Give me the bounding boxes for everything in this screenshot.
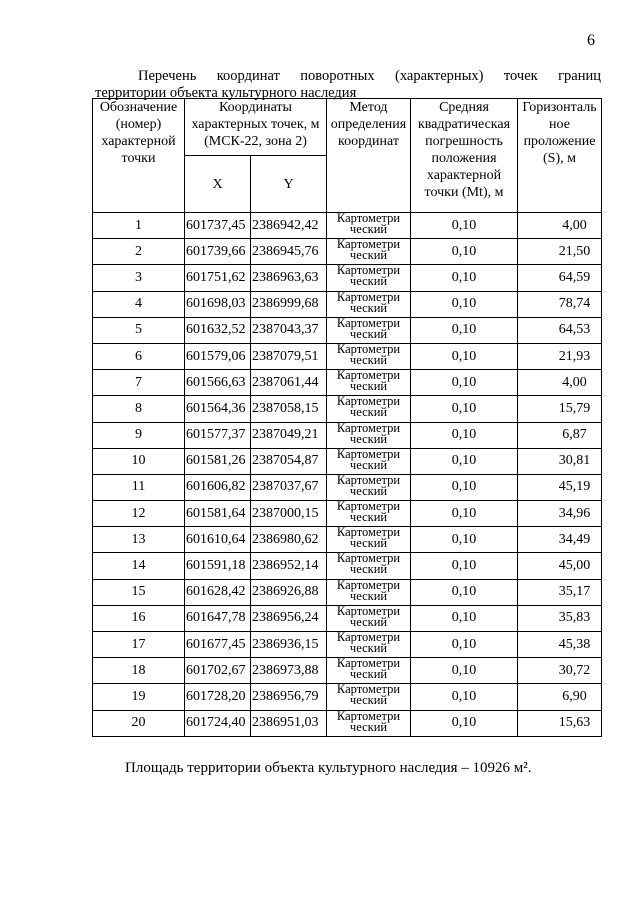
table-row (93, 605, 602, 631)
table-row (93, 239, 602, 265)
error-cell: 0,10 (411, 396, 518, 422)
error-cell: 0,10 (411, 343, 518, 369)
header-y: Y (251, 156, 327, 213)
x-coordinate-cell: 601702,67 (185, 658, 251, 684)
x-coordinate-cell: 601632,52 (185, 317, 251, 343)
header-x: X (185, 156, 251, 213)
method-cell: Картометри ческий (327, 553, 411, 579)
error-cell: 0,10 (411, 239, 518, 265)
method-cell: Картометри ческий (327, 527, 411, 553)
area-statement: Площадь территории объекта культурного наследия – 10926 м². (125, 760, 532, 776)
y-coordinate-cell: 2386956,24 (251, 605, 327, 631)
y-coordinate-cell: 2386980,62 (251, 527, 327, 553)
x-coordinate-cell: 601566,63 (185, 370, 251, 396)
horizontal-distance-cell: 6,90 (518, 684, 602, 710)
horizontal-distance-cell: 35,83 (518, 605, 602, 631)
horizontal-distance-cell: 21,50 (518, 239, 602, 265)
coordinates-table (92, 98, 602, 737)
x-coordinate-cell: 601728,20 (185, 684, 251, 710)
method-cell: Картометри ческий (327, 422, 411, 448)
point-number-cell: 2 (93, 239, 185, 265)
y-coordinate-cell: 2387058,15 (251, 396, 327, 422)
x-coordinate-cell: 601647,78 (185, 605, 251, 631)
point-number-cell: 15 (93, 579, 185, 605)
table-row (93, 265, 602, 291)
x-coordinate-cell: 601564,36 (185, 396, 251, 422)
title-word: Перечень (138, 68, 197, 84)
horizontal-distance-cell: 30,72 (518, 658, 602, 684)
horizontal-distance-cell: 4,00 (518, 213, 602, 239)
title-word: точек (503, 68, 538, 84)
horizontal-distance-cell: 4,00 (518, 370, 602, 396)
error-cell: 0,10 (411, 370, 518, 396)
document-title (95, 68, 601, 102)
method-cell: Картометри ческий (327, 605, 411, 631)
y-coordinate-cell: 2387054,87 (251, 448, 327, 474)
header-designation: Обозначение (номер) характерной точки (93, 99, 185, 213)
table-row (93, 527, 602, 553)
method-cell: Картометри ческий (327, 684, 411, 710)
error-cell: 0,10 (411, 658, 518, 684)
y-coordinate-cell: 2387037,67 (251, 474, 327, 500)
table-row (93, 579, 602, 605)
point-number-cell: 1 (93, 213, 185, 239)
point-number-cell: 19 (93, 684, 185, 710)
header-method: Метод определения координат (327, 99, 411, 213)
error-cell: 0,10 (411, 501, 518, 527)
error-cell: 0,10 (411, 422, 518, 448)
horizontal-distance-cell: 15,63 (518, 710, 602, 736)
table-row (93, 448, 602, 474)
point-number-cell: 16 (93, 605, 185, 631)
y-coordinate-cell: 2386926,88 (251, 579, 327, 605)
x-coordinate-cell: 601628,42 (185, 579, 251, 605)
x-coordinate-cell: 601581,64 (185, 501, 251, 527)
x-coordinate-cell: 601724,40 (185, 710, 251, 736)
y-coordinate-cell: 2387061,44 (251, 370, 327, 396)
y-coordinate-cell: 2386973,88 (251, 658, 327, 684)
point-number-cell: 11 (93, 474, 185, 500)
error-cell: 0,10 (411, 579, 518, 605)
point-number-cell: 8 (93, 396, 185, 422)
point-number-cell: 4 (93, 291, 185, 317)
x-coordinate-cell: 601739,66 (185, 239, 251, 265)
y-coordinate-cell: 2386936,15 (251, 632, 327, 658)
title-line-1 (95, 68, 601, 85)
error-cell: 0,10 (411, 553, 518, 579)
method-cell: Картометри ческий (327, 474, 411, 500)
point-number-cell: 12 (93, 501, 185, 527)
x-coordinate-cell: 601751,62 (185, 265, 251, 291)
method-cell: Картометри ческий (327, 579, 411, 605)
y-coordinate-cell: 2387000,15 (251, 501, 327, 527)
method-cell: Картометри ческий (327, 343, 411, 369)
table-row (93, 396, 602, 422)
horizontal-distance-cell: 34,49 (518, 527, 602, 553)
x-coordinate-cell: 601610,64 (185, 527, 251, 553)
table-row (93, 501, 602, 527)
horizontal-distance-cell: 64,53 (518, 317, 602, 343)
title-word: координат (216, 68, 280, 84)
x-coordinate-cell: 601737,45 (185, 213, 251, 239)
x-coordinate-cell: 601581,26 (185, 448, 251, 474)
point-number-cell: 9 (93, 422, 185, 448)
horizontal-distance-cell: 34,96 (518, 501, 602, 527)
table-row (93, 422, 602, 448)
horizontal-distance-cell: 30,81 (518, 448, 602, 474)
table-row (93, 317, 602, 343)
table-row (93, 370, 602, 396)
error-cell: 0,10 (411, 605, 518, 631)
point-number-cell: 7 (93, 370, 185, 396)
error-cell: 0,10 (411, 710, 518, 736)
x-coordinate-cell: 601606,82 (185, 474, 251, 500)
table-row (93, 710, 602, 736)
method-cell: Картометри ческий (327, 658, 411, 684)
point-number-cell: 17 (93, 632, 185, 658)
horizontal-distance-cell: 45,19 (518, 474, 602, 500)
point-number-cell: 10 (93, 448, 185, 474)
horizontal-distance-cell: 78,74 (518, 291, 602, 317)
x-coordinate-cell: 601579,06 (185, 343, 251, 369)
table-row (93, 684, 602, 710)
y-coordinate-cell: 2387079,51 (251, 343, 327, 369)
point-number-cell: 3 (93, 265, 185, 291)
point-number-cell: 13 (93, 527, 185, 553)
method-cell: Картометри ческий (327, 291, 411, 317)
table-row (93, 213, 602, 239)
error-cell: 0,10 (411, 632, 518, 658)
x-coordinate-cell: 601577,37 (185, 422, 251, 448)
point-number-cell: 6 (93, 343, 185, 369)
method-cell: Картометри ческий (327, 213, 411, 239)
y-coordinate-cell: 2386952,14 (251, 553, 327, 579)
page-number: 6 (587, 32, 595, 49)
y-coordinate-cell: 2386956,79 (251, 684, 327, 710)
horizontal-distance-cell: 45,00 (518, 553, 602, 579)
error-cell: 0,10 (411, 527, 518, 553)
method-cell: Картометри ческий (327, 710, 411, 736)
table-row (93, 474, 602, 500)
header-coordinates: Координаты характерных точек, м (МСК-22, зона 2) (185, 99, 327, 156)
method-cell: Картометри ческий (327, 317, 411, 343)
y-coordinate-cell: 2386942,42 (251, 213, 327, 239)
y-coordinate-cell: 2386951,03 (251, 710, 327, 736)
point-number-cell: 5 (93, 317, 185, 343)
error-cell: 0,10 (411, 684, 518, 710)
y-coordinate-cell: 2386963,63 (251, 265, 327, 291)
horizontal-distance-cell: 64,59 (518, 265, 602, 291)
y-coordinate-cell: 2387043,37 (251, 317, 327, 343)
header-error: Средняя квадратическая погрешность положения характерной точки (Mt), м (411, 99, 518, 213)
table-row (93, 291, 602, 317)
error-cell: 0,10 (411, 448, 518, 474)
horizontal-distance-cell: 45,38 (518, 632, 602, 658)
y-coordinate-cell: 2386945,76 (251, 239, 327, 265)
point-number-cell: 14 (93, 553, 185, 579)
horizontal-distance-cell: 6,87 (518, 422, 602, 448)
method-cell: Картометри ческий (327, 239, 411, 265)
error-cell: 0,10 (411, 213, 518, 239)
table-row (93, 632, 602, 658)
x-coordinate-cell: 601591,18 (185, 553, 251, 579)
method-cell: Картометри ческий (327, 632, 411, 658)
horizontal-distance-cell: 21,93 (518, 343, 602, 369)
title-word: границ (558, 68, 601, 84)
error-cell: 0,10 (411, 317, 518, 343)
point-number-cell: 20 (93, 710, 185, 736)
table-row (93, 343, 602, 369)
error-cell: 0,10 (411, 291, 518, 317)
error-cell: 0,10 (411, 474, 518, 500)
method-cell: Картометри ческий (327, 501, 411, 527)
horizontal-distance-cell: 15,79 (518, 396, 602, 422)
title-word: поворотных (300, 68, 375, 84)
method-cell: Картометри ческий (327, 370, 411, 396)
method-cell: Картометри ческий (327, 448, 411, 474)
point-number-cell: 18 (93, 658, 185, 684)
horizontal-distance-cell: 35,17 (518, 579, 602, 605)
header-horizontal: Горизонталь ное проложение (S), м (518, 99, 602, 213)
x-coordinate-cell: 601677,45 (185, 632, 251, 658)
x-coordinate-cell: 601698,03 (185, 291, 251, 317)
y-coordinate-cell: 2387049,21 (251, 422, 327, 448)
method-cell: Картометри ческий (327, 265, 411, 291)
table-row (93, 658, 602, 684)
method-cell: Картометри ческий (327, 396, 411, 422)
title-line-2: территории объекта культурного наследия (95, 85, 357, 101)
y-coordinate-cell: 2386999,68 (251, 291, 327, 317)
table-row (93, 553, 602, 579)
title-word: (характерных) (395, 68, 484, 84)
error-cell: 0,10 (411, 265, 518, 291)
